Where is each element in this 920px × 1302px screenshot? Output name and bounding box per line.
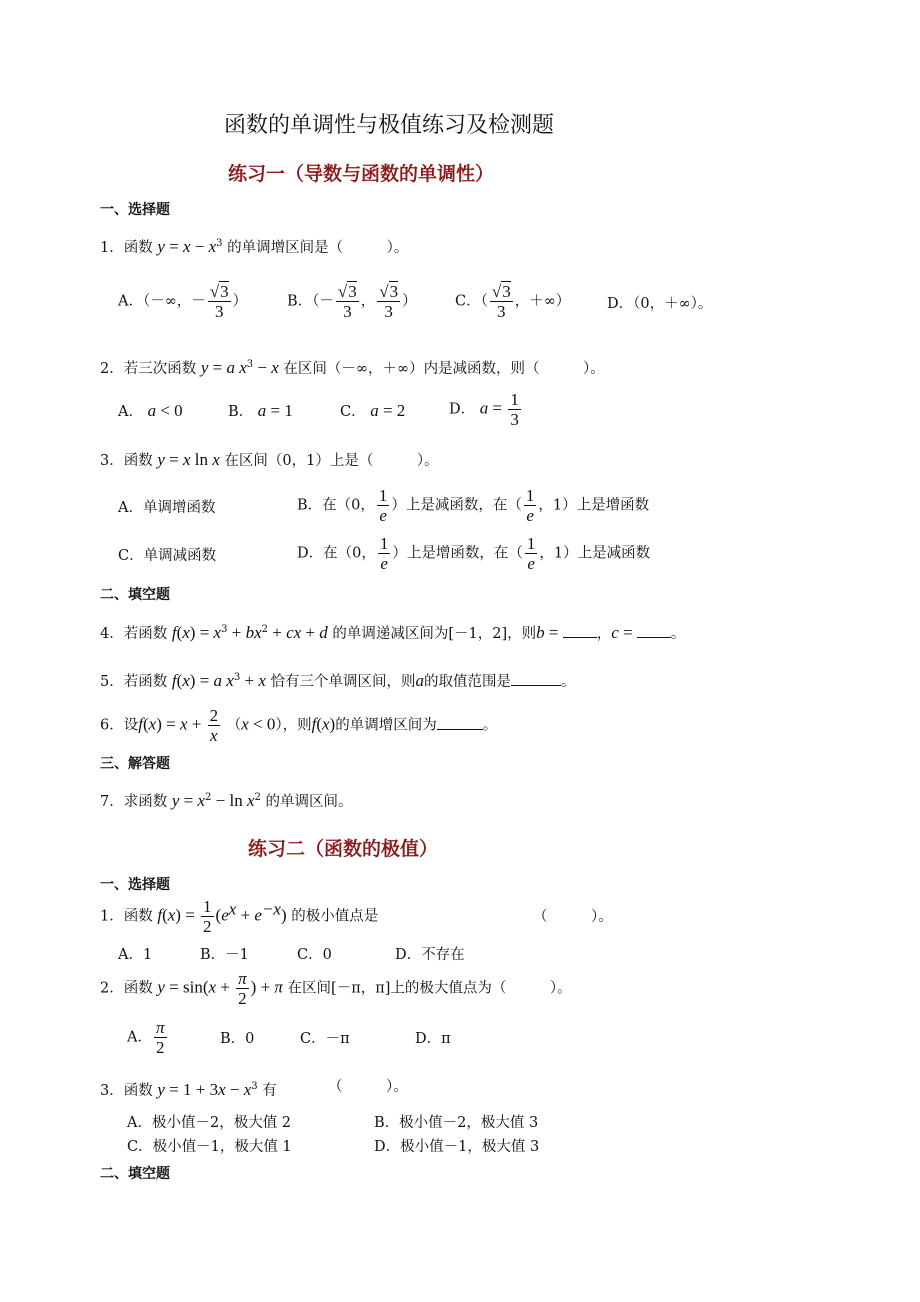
question-7: 7．求函数 $y = x^2 - \ln x^2$ 的单调区间。 (100, 790, 353, 810)
option-a: A．极小值－2，极大值 2 (127, 1115, 292, 1131)
option-a: A．单调增函数 (118, 500, 216, 516)
question-2: 2．函数 y = sin(x + $\frac{\pi}{2}$ ) + π 在区间[－π，π]上的极大值点为（ ）。 (100, 969, 572, 1008)
option-d: D．π (415, 1031, 451, 1047)
option-b: B．－1 (200, 947, 249, 963)
option-d: D．不存在 (395, 947, 465, 963)
choice-section-heading: 一、选择题 (100, 877, 170, 893)
page-title: 函数的单调性与极值练习及检测题 (224, 113, 555, 138)
answer-paren: （ ）。 (328, 1079, 408, 1095)
section-heading-exercise-2: 练习二（函数的极值） (248, 838, 439, 860)
option-d: D．极小值－1，极大值 3 (374, 1139, 540, 1155)
option-d: D． a = $\frac{1}{3}$ (449, 390, 519, 429)
question-1: 1．函数 $y = x - x^3$ 的单调增区间是（ ）。 (100, 236, 409, 256)
option-c: C．－π (300, 1031, 350, 1047)
fill-section-heading: 二、填空题 (100, 587, 170, 603)
option-a: A．1 (118, 947, 153, 963)
answer-paren: （ ）。 (533, 909, 613, 925)
option-c: C．0 (297, 947, 332, 963)
option-c: C． a = 2 (340, 401, 406, 420)
question-1: 1．函数 f(x) = $\frac{1}{2}$ $(e^x + e^{-x})$ 的极小值点是 (100, 897, 379, 936)
option-a: A． $\frac{\pi}{2}$ (127, 1018, 165, 1057)
option-c: C．极小值－1，极大值 1 (127, 1139, 292, 1155)
option-b: B．极小值－2，极大值 3 (374, 1115, 539, 1131)
option-b: B．（－ $\frac{√3}{3}$ ， $\frac{√3}{3}$ ） (287, 282, 417, 321)
answer-section-heading: 三、解答题 (100, 756, 170, 772)
section-heading-exercise-1: 练习一（导数与函数的单调性） (228, 163, 495, 185)
formula: y (157, 236, 165, 256)
choice-section-heading: 一、选择题 (100, 202, 170, 218)
option-d: D．在（0， $\frac{1}{e}$ ）上是增函数，在（ $\frac{1}{e}$ ，1）上是减函数 (297, 534, 651, 573)
option-c: C．单调减函数 (118, 548, 217, 564)
option-c: C．（ $\frac{√3}{3}$ ，＋∞） (455, 282, 571, 321)
question-text: 的单调增区间是（ ）。 (227, 239, 409, 256)
option-a: A．（－∞，－ $\frac{√3}{3}$ ） (118, 282, 248, 321)
option-b: B．在（0， $\frac{1}{e}$ ）上是减函数，在（ $\frac{1}{e}$ ，1）上是增函数 (297, 486, 650, 525)
fill-section-heading: 二、填空题 (100, 1166, 170, 1182)
question-2: 2．若三次函数 y = a $x^3 - x$ 在区间（－∞，＋∞）内是减函数，则（ ）。 (100, 357, 605, 377)
question-5: 5．若函数 f(x) = a $x^3 + x$ 恰有三个单调区间，则a的取值范围是 。 (100, 670, 576, 690)
question-3: 3．函数 $y = 1 + 3x - x^3$ 有 (100, 1079, 277, 1099)
option-d: D．（0，＋∞）。 (607, 296, 713, 312)
question-number: 1．函数 (100, 239, 153, 256)
question-6: 6．设f(x) = x + $\frac{2}{x}$ （x < 0），则f(x)的单调增区间为 。 (100, 706, 498, 745)
option-a: A． a < 0 (118, 401, 183, 420)
option-b: B．0 (220, 1031, 255, 1047)
option-b: B． a = 1 (228, 401, 293, 420)
question-4: 4．若函数 $f(x) = x^3 + bx^2$ + cx + d 的单调递减区间为[－1，2]，则b = ，c = 。 (100, 622, 686, 642)
question-3: 3．函数 y = x ln x 在区间（0，1）上是（ ）。 (100, 450, 439, 469)
